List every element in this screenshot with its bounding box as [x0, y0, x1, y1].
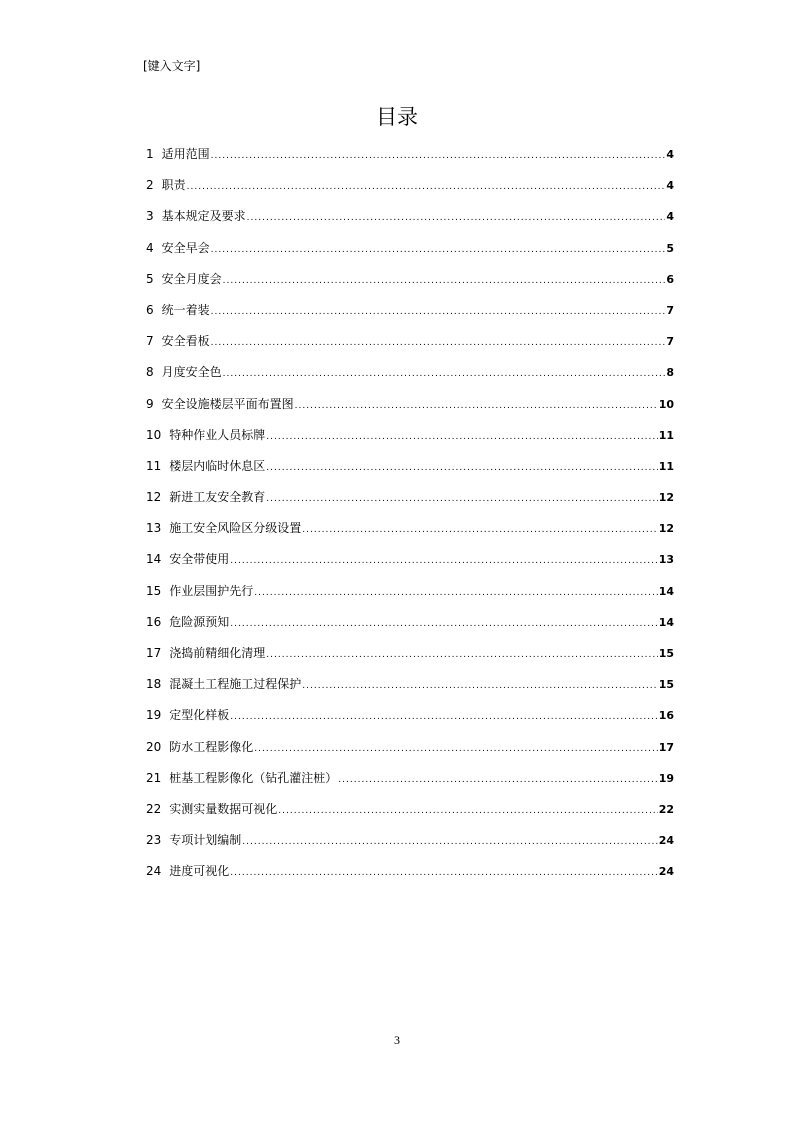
toc-dot-leader	[254, 583, 657, 603]
toc-dot-leader	[230, 614, 657, 634]
toc-entry[interactable]	[146, 830, 674, 861]
toc-entry[interactable]	[146, 549, 674, 580]
toc-entry-title: 浇捣前精细化清理	[169, 646, 266, 660]
toc-entry-page: 6	[666, 272, 674, 286]
toc-entry-page: 24	[658, 834, 674, 848]
toc-entry-page: 22	[658, 802, 674, 816]
toc-dot-leader	[266, 458, 657, 478]
toc-entry[interactable]	[146, 518, 674, 549]
toc-entry-title: 安全看板	[161, 334, 210, 349]
toc-entry-page: 15	[658, 647, 674, 660]
toc-entry[interactable]	[146, 300, 674, 331]
toc-dot-leader	[266, 489, 657, 509]
toc-dot-leader	[211, 333, 666, 353]
toc-entry[interactable]	[146, 705, 674, 736]
toc-dot-leader	[302, 520, 657, 540]
toc-dot-leader	[266, 427, 657, 447]
toc-entry[interactable]	[146, 362, 674, 393]
toc-dot-leader	[278, 801, 657, 821]
toc-entry-title: 楼层内临时休息区	[169, 458, 266, 473]
toc-entry-number: 19	[146, 708, 162, 723]
toc-entry-number: 23	[146, 833, 162, 848]
toc-entry-number: 3	[146, 209, 154, 224]
toc-entry-number: 4	[146, 240, 154, 255]
toc-entry-title: 新进工友安全教育	[169, 490, 266, 505]
toc-entry-title: 统一着装	[161, 302, 210, 317]
toc-entry-page: 5	[666, 241, 674, 255]
toc-entry-title: 桩基工程影像化（钻孔灌注桩）	[169, 770, 338, 785]
toc-entry-number: 21	[146, 770, 162, 785]
toc-entry[interactable]	[146, 799, 674, 830]
toc-entry-title: 职责	[161, 178, 186, 193]
toc-entry[interactable]	[146, 581, 674, 612]
toc-dot-leader	[187, 177, 666, 197]
toc-entry-title: 防水工程影像化	[169, 739, 254, 754]
toc-entry-page: 17	[658, 740, 674, 754]
toc-entry-title: 混凝土工程施工过程保护	[169, 677, 302, 692]
toc-entry-title: 专项计划编制	[169, 833, 242, 848]
toc-entry-number: 12	[146, 490, 162, 505]
toc-entry[interactable]	[146, 612, 674, 643]
toc-dot-leader	[211, 240, 666, 260]
toc-entry-page: 7	[666, 335, 674, 349]
toc-entry-number: 14	[146, 552, 162, 567]
toc-entry-page: 16	[658, 709, 674, 723]
toc-entry-page: 4	[666, 179, 674, 193]
toc-entry-title: 作业层围护先行	[169, 583, 254, 598]
toc-entry[interactable]	[146, 394, 674, 425]
toc-entry[interactable]	[146, 331, 674, 362]
toc-entry-page: 12	[658, 522, 674, 536]
toc-entry[interactable]	[146, 144, 674, 175]
toc-entry-page: 10	[658, 397, 674, 411]
toc-entry[interactable]	[146, 425, 674, 456]
toc-entry-title: 实测实量数据可视化	[169, 801, 278, 816]
toc-entry-page: 19	[658, 771, 674, 785]
toc-dot-leader	[230, 551, 657, 571]
toc-dot-leader	[295, 396, 658, 416]
toc-dot-leader	[211, 302, 666, 322]
toc-entry-number: 16	[146, 614, 162, 629]
toc-entry[interactable]	[146, 269, 674, 300]
toc-dot-leader	[302, 676, 657, 696]
toc-entry-page: 15	[658, 678, 674, 692]
toc-dot-leader	[247, 208, 666, 228]
toc-entry[interactable]	[146, 238, 674, 269]
toc-entry-title: 安全设施楼层平面布置图	[161, 396, 294, 411]
toc-entry[interactable]	[146, 487, 674, 518]
toc-entry-number: 5	[146, 271, 154, 286]
toc-entry-page: 4	[666, 148, 674, 161]
toc-entry-title: 施工安全风险区分级设置	[169, 521, 302, 536]
toc-dot-leader	[223, 364, 666, 384]
toc-dot-leader	[230, 707, 657, 727]
toc-entry[interactable]	[146, 206, 674, 237]
toc-entry-title: 安全月度会	[161, 271, 222, 286]
toc-entry-number: 18	[146, 677, 162, 692]
toc-entry-number: 20	[146, 739, 162, 754]
page-header: [键入文字]	[143, 59, 201, 73]
toc-entry-number: 15	[146, 583, 162, 598]
toc-entry-page: 4	[666, 210, 674, 224]
toc-entry-page: 8	[666, 366, 674, 380]
toc-entry-number: 13	[146, 521, 162, 536]
toc-entry-title: 特种作业人员标牌	[169, 427, 266, 442]
toc-dot-leader	[223, 271, 666, 291]
toc-entry-page: 24	[658, 865, 674, 879]
toc-entry-page: 7	[666, 303, 674, 317]
toc-entry-number: 24	[146, 864, 162, 879]
toc-entry-number: 11	[146, 458, 162, 473]
toc-dot-leader	[266, 645, 657, 665]
toc-entry-title: 月度安全色	[161, 365, 222, 380]
toc-entry-number: 9	[146, 396, 154, 411]
page-title: 目录	[376, 105, 418, 129]
toc-entry[interactable]	[146, 674, 674, 705]
toc-entry-page: 11	[658, 428, 674, 442]
toc-entry[interactable]	[146, 737, 674, 768]
toc-entry-number: 22	[146, 801, 162, 816]
toc-entry[interactable]	[146, 175, 674, 206]
toc-entry-page: 14	[658, 584, 674, 598]
toc-entry-page: 12	[658, 491, 674, 505]
toc-entry-page: 13	[658, 553, 674, 567]
toc-dot-leader	[254, 739, 657, 759]
toc-entry-title: 安全早会	[161, 240, 210, 255]
toc-entry-page: 14	[658, 615, 674, 629]
toc-entry[interactable]	[146, 768, 674, 799]
toc-entry-title: 适用范围	[161, 147, 210, 161]
table-of-contents	[146, 144, 674, 893]
page-number: 3	[394, 1033, 400, 1047]
toc-entry-title: 危险源预知	[169, 614, 230, 629]
toc-entry-title: 定型化样板	[169, 708, 230, 723]
toc-entry-number: 6	[146, 302, 154, 317]
toc-entry-page: 11	[658, 459, 674, 473]
toc-entry-number: 1	[146, 147, 154, 161]
toc-dot-leader	[242, 832, 657, 852]
toc-dot-leader	[211, 146, 666, 166]
toc-entry-number: 17	[146, 646, 162, 660]
toc-dot-leader	[338, 770, 657, 790]
toc-entry-number: 2	[146, 178, 154, 193]
toc-entry[interactable]	[146, 861, 674, 892]
toc-entry[interactable]	[146, 643, 674, 674]
toc-entry-title: 进度可视化	[169, 864, 230, 879]
toc-entry[interactable]	[146, 456, 674, 487]
toc-entry-title: 基本规定及要求	[161, 209, 246, 224]
toc-entry-number: 8	[146, 365, 154, 380]
toc-entry-title: 安全带使用	[169, 552, 230, 567]
toc-dot-leader	[230, 863, 657, 883]
toc-entry-number: 10	[146, 427, 162, 442]
toc-entry-number: 7	[146, 334, 154, 349]
